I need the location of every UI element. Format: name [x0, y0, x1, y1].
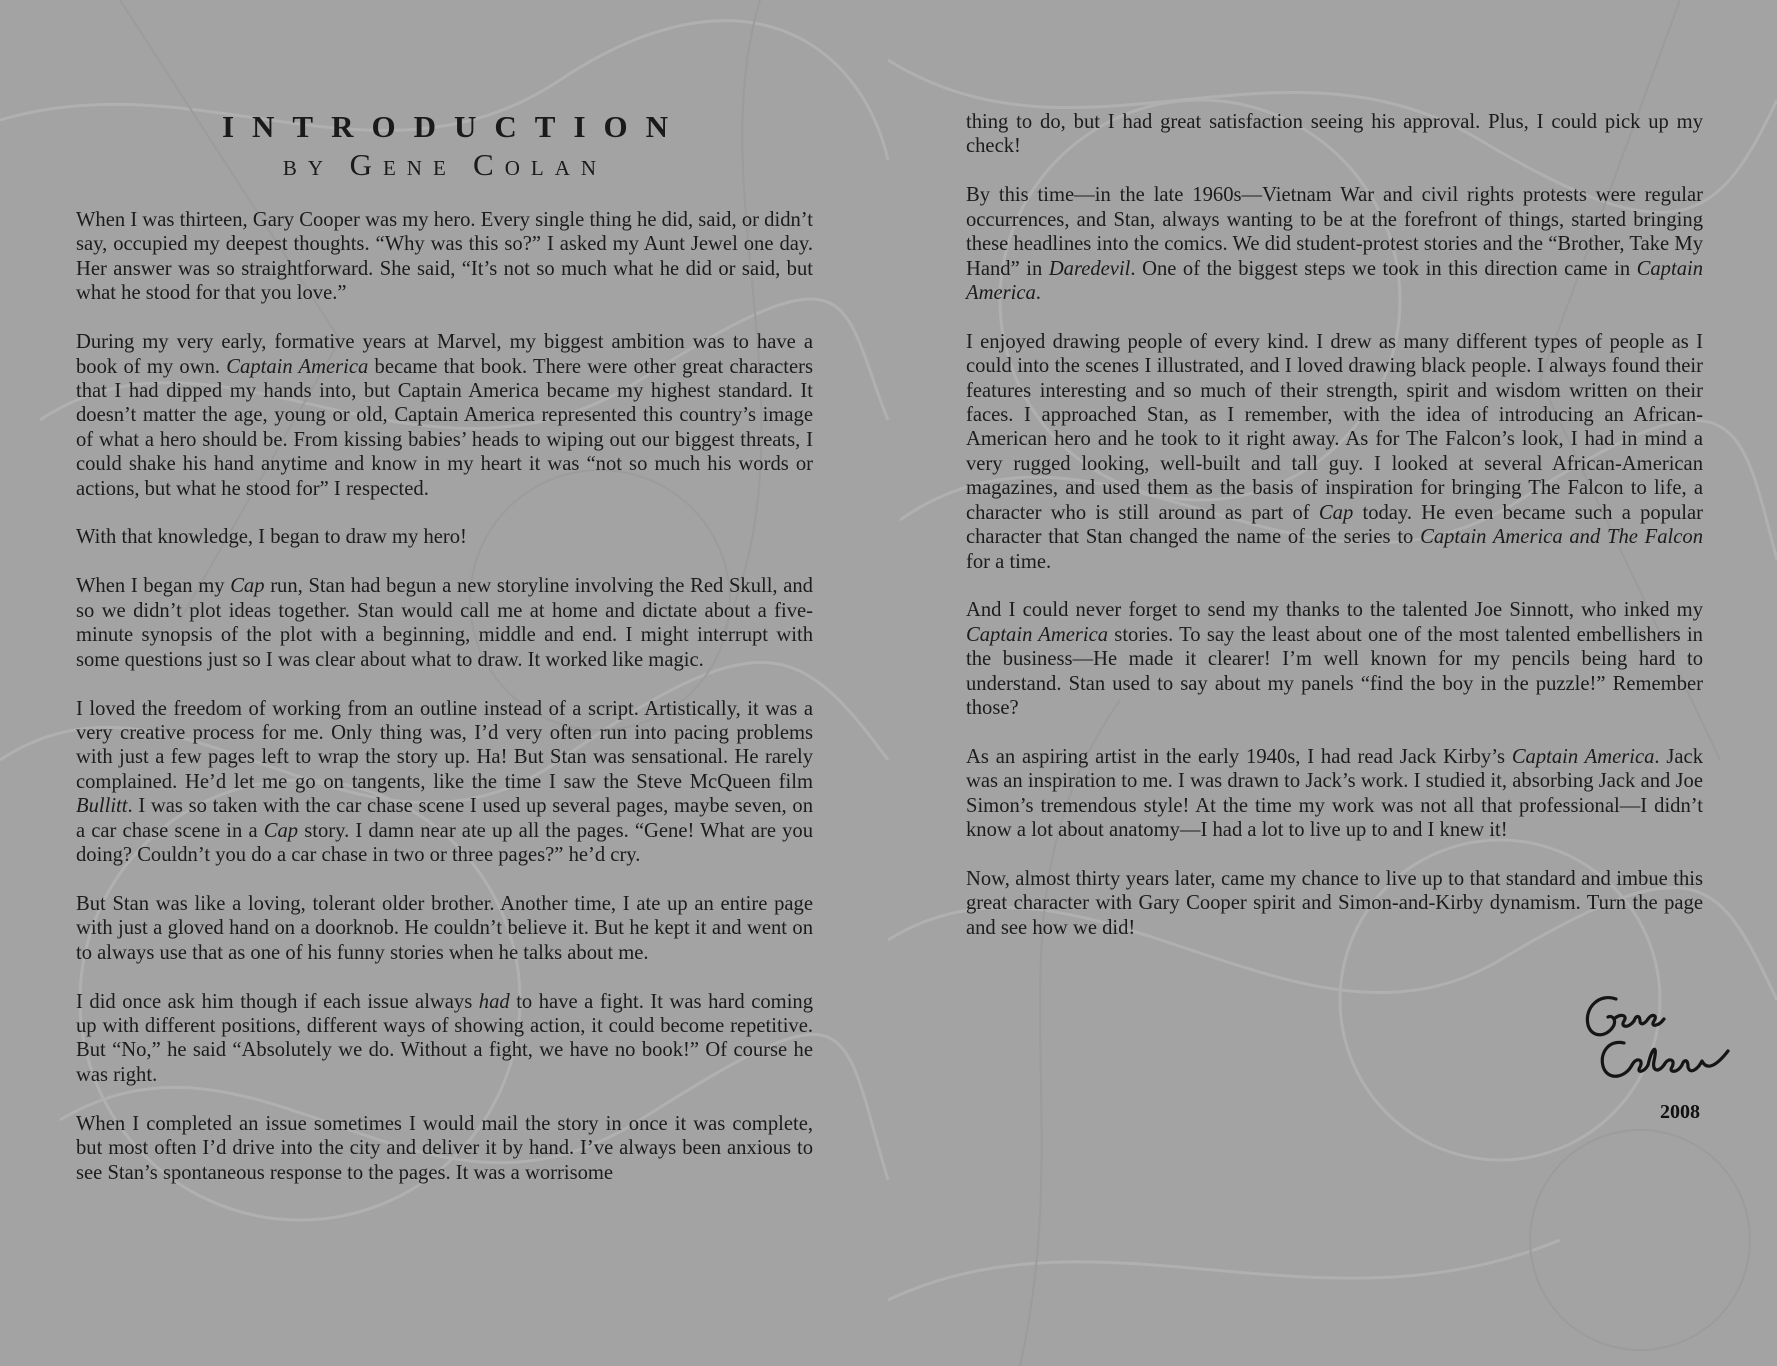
text-run: When I was thirteen, Gary Cooper was my hero. Every single thing he did, said, or didn’t say, occupied my deepest thoughts. “Why was this so?” I asked my Aunt Jewel one day. Her answer was so straightforward. She said, “It’s not so much what he did or said, but what he stood for that you love.”	[76, 209, 813, 305]
paragraph	[76, 892, 813, 965]
text-run: When I began my	[76, 575, 231, 598]
text-run: When I completed an issue sometimes I would mail the story in once it was complete, but most often I’d drive into the city and deliver it by hand. I’ve always been anxious to see Stan’s spontaneous response to the pages. It was a worrisome	[76, 1112, 813, 1184]
text-run: .	[1035, 281, 1041, 304]
text-run: As an aspiring artist in the early 1940s, I had read Jack Kirby’s	[966, 745, 1512, 768]
text-run: stories. To say the least about one of the most talented embellishers in the business—He made it clearer! I’m well known for my pencils being hard to understand. Stan used to say about my panels “find the boy in the puzzle!” Remember those?	[966, 623, 1703, 720]
text-run: run, Stan had begun a new storyline involving the Red Skull, and so we didn’t plot ideas together. Stan would call me at home and dictate about a five-minute synopsis of the plot with a beginning, middle and end. I might interrupt with some questions just so I was clear about what to draw. It worked like magic.	[76, 575, 813, 671]
page-title: INTRODUCTION	[221, 109, 687, 144]
text-run: . One of the biggest steps we took in this direction came in	[1130, 257, 1637, 280]
italic-title: Captain America	[966, 623, 1109, 646]
italic-title: Captain America	[966, 257, 1704, 304]
right-page	[888, 0, 1777, 1366]
text-run: I loved the freedom of working from an outline instead of a script. Artistically, it was a very creative process for me. Only thing was, I’d very often run into pacing problems with just a few pages left to wrap the story up. Ha! But Stan was sensational. He rarely complained. He’d let me go on tangents, like the time I saw the Steve McQueen film	[76, 697, 813, 793]
paragraph	[76, 330, 813, 501]
paragraph	[76, 525, 813, 549]
paragraph	[966, 330, 1703, 574]
text-run: to have a fight. It was hard coming up with different positions, different ways of showing action, it could become repetitive. But “No,” he said “Absolutely we do. Without a fight, we have no book!” Of course he was right.	[76, 990, 814, 1086]
paragraph	[966, 867, 1703, 940]
paragraph	[76, 1112, 813, 1185]
byline-by: BY	[282, 156, 334, 180]
signature-image	[1578, 985, 1738, 1095]
paragraph	[966, 110, 1703, 159]
italic-title: Captain America	[226, 355, 369, 378]
italic-title: Captain America and The Falcon	[1420, 526, 1703, 549]
left-column	[76, 208, 813, 1185]
left-page	[0, 0, 888, 1366]
italic-title: Daredevil	[1048, 257, 1131, 280]
byline-first-initial: G	[349, 147, 383, 182]
byline-last-rest: OLAN	[504, 156, 608, 180]
text-run: And I could never forget to send my thanks to the talented Joe Sinnott, who inked my	[966, 599, 1703, 622]
text-run: But Stan was like a loving, tolerant older brother. Another time, I ate up an entire page with just a gloved hand on a doorknob. He couldn’t believe it. But he kept it and went on to always use that as one of his funny stories when he talks about me.	[76, 892, 813, 964]
text-run: By this time—in the late 1960s—Vietnam War and civil rights protests were regular occurrences, and Stan, always wanting to be at the forefront of things, started bringing these headlines into the comics. We did student-protest stories and the “Brother, Take My Hand” in	[966, 184, 1703, 280]
text-run: today. He even became such a popular character that Stan changed the name of the series to	[966, 501, 1703, 549]
byline	[76, 147, 814, 183]
signature-year: 2008	[1660, 1101, 1700, 1123]
byline-first-rest: ENE	[382, 156, 457, 180]
byline-last-initial: C	[473, 147, 505, 182]
paragraph	[76, 574, 813, 672]
paragraph	[966, 745, 1703, 843]
text-run: I enjoyed drawing people of every kind. I drew as many different types of people as I could into the scenes I illustrated, and I loved drawing black people. I always found their features interesting and so much of their strength, spirit and wisdom written on their faces. I approached Stan, as I remember, with the idea of introducing an African-American hero and he took to it right away. As for The Falcon’s look, I had in mind a very rugged looking, well-built and tall guy. I looked at several African-American magazines, and used them as the basis of inspiration for bringing The Falcon to life, a character who is still around as part of	[966, 330, 1703, 524]
text-run: became that book. There were other great characters that I had dipped my hands into, but Captain America became my highest standard. It doesn’t matter the age, young or old, Captain America represented this country’s image of what a hero should be. From kissing babies’ heads to wiping out our biggest threats, I could shake his hand anytime and know in my heart it was “not so much his words or actions, but what he stood for” I respected.	[76, 355, 813, 500]
paragraph	[76, 990, 813, 1088]
title-block	[76, 110, 814, 183]
text-run: . I was so taken with the car chase scene I used up several pages, maybe seven, on a car chase scene in a	[76, 795, 813, 842]
italic-title: Cap	[263, 819, 299, 842]
text-run: . Jack was an inspiration to me. I was drawn to Jack’s work. I studied it, absorbing Jack and Joe Simon’s tremendous style! At the time my work was not all that professional—I didn’t know a lot about anatomy—I had a lot to live up to and I knew it!	[966, 745, 1703, 842]
paragraph	[76, 208, 813, 306]
italic-title: had	[478, 990, 510, 1013]
text-run: I did once ask him though if each issue always	[76, 990, 479, 1013]
text-run: With that knowledge, I began to draw my hero!	[76, 526, 467, 549]
text-run: During my very early, formative years at Marvel, my biggest ambition was to have a book of my own.	[76, 331, 813, 378]
italic-title: Bullitt	[76, 795, 128, 818]
italic-title: Cap	[230, 575, 265, 598]
text-run: for a time.	[966, 550, 1052, 573]
paragraph	[76, 697, 813, 868]
text-run: story. I damn near ate up all the pages. “Gene! What are you doing? Couldn’t you do a car chase in two or three pages?” he’d cry.	[76, 819, 813, 866]
text-run: thing to do, but I had great satisfaction seeing his approval. Plus, I could pick up my check!	[966, 111, 1703, 158]
paragraph	[966, 183, 1703, 305]
italic-title: Cap	[1318, 501, 1354, 524]
text-run: Now, almost thirty years later, came my chance to live up to that standard and imbue this great character with Gary Cooper spirit and Simon-and-Kirby dynamism. Turn the page and see how we did!	[966, 868, 1703, 939]
paragraph	[966, 598, 1703, 720]
italic-title: Captain America	[1511, 745, 1655, 768]
right-column	[966, 110, 1703, 940]
